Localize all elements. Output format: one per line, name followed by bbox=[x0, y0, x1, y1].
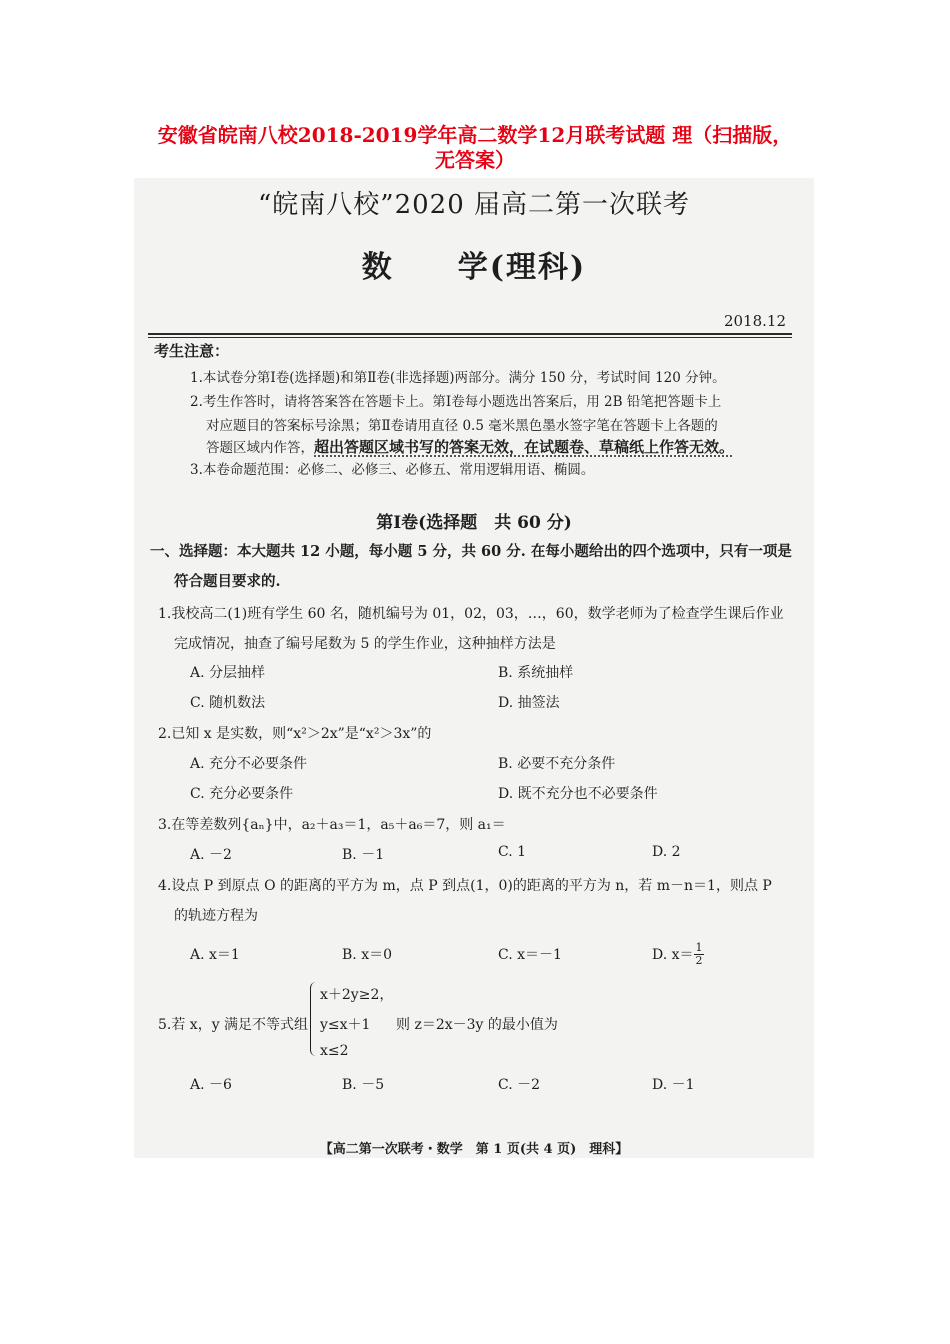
question-5-option-d: D. －1 bbox=[652, 1077, 695, 1093]
document-title-line1: 安徽省皖南八校2018-2019学年高二数学12月联考试题 理（扫描版， bbox=[157, 123, 793, 147]
question-4-option-d: D. x＝ bbox=[652, 947, 694, 963]
scanned-exam-page bbox=[134, 178, 814, 1158]
header-rule bbox=[148, 333, 792, 335]
question-2-option-d: D. 既不充分也不必要条件 bbox=[498, 786, 658, 802]
question-5-option-a: A. －6 bbox=[190, 1077, 232, 1093]
notice-item-2-line3 bbox=[206, 436, 734, 457]
notice-emphasis: 超出答题区域书写的答案无效，在试题卷、草稿纸上作答无效。 bbox=[314, 438, 735, 456]
question-3-option-d: D. 2 bbox=[652, 844, 681, 860]
question-1-option-d: D. 抽签法 bbox=[498, 695, 560, 711]
question-4-option-b: B. x＝0 bbox=[342, 947, 392, 963]
question-4-line2: 的轨迹方程为 bbox=[174, 908, 258, 924]
question-3-option-c: C. 1 bbox=[498, 844, 527, 860]
document-title-line2: 无答案） bbox=[435, 148, 515, 172]
notice-item-2-line1: 2.考生作答时，请将答案答在答题卡上。第Ⅰ卷每小题选出答案后，用 2B 铅笔把答题卡上 bbox=[190, 394, 722, 410]
subject-title: 数 学(理科) bbox=[361, 250, 587, 285]
system-brace bbox=[310, 982, 318, 1056]
exam-header: “皖南八校”2020 届高二第一次联考 bbox=[257, 190, 691, 220]
page-footer: 【高二第一次联考・数学 第 1 页(共 4 页) 理科】 bbox=[319, 1142, 629, 1157]
question-4-line1: 4.设点 P 到原点 O 的距离的平方为 m，点 P 到点(1，0)的距离的平方为 n，若 m－n＝1，则点 P bbox=[158, 878, 772, 894]
question-2-option-a: A. 充分不必要条件 bbox=[190, 756, 308, 772]
notice-heading: 考生注意： bbox=[154, 342, 230, 360]
question-5-option-b: B. －5 bbox=[342, 1077, 385, 1093]
notice-item-2-line2: 对应题目的答案标号涂黑；第Ⅱ卷请用直径 0.5 毫米黑色墨水签字笔在答题卡上各题的 bbox=[206, 418, 718, 434]
question-1-line2: 完成情况，抽查了编号尾数为 5 的学生作业，这种抽样方法是 bbox=[174, 636, 556, 652]
question-5-prefix: 5.若 x，y 满足不等式组 bbox=[158, 1017, 309, 1033]
question-5-constraint-1: x＋2y≥2， bbox=[320, 987, 394, 1003]
question-5-constraint-2: y≤x＋1 bbox=[320, 1017, 371, 1033]
notice-item-2-line3-prefix: 答题区域内作答， bbox=[206, 440, 314, 456]
question-3-option-b: B. －1 bbox=[342, 847, 385, 863]
question-5-option-c: C. －2 bbox=[498, 1077, 541, 1093]
notice-item-3: 3.本卷命题范围：必修二、必修三、必修五、常用逻辑用语、椭圆。 bbox=[190, 462, 595, 478]
fraction-denominator: 2 bbox=[695, 954, 703, 967]
question-2-stem: 2.已知 x 是实数，则“x²＞2x”是“x²＞3x”的 bbox=[158, 726, 432, 742]
question-3-stem: 3.在等差数列{aₙ}中，a₂＋a₃＝1，a₅＋a₆＝7，则 a₁＝ bbox=[158, 817, 506, 833]
document-title bbox=[60, 123, 890, 173]
question-1-line1: 1.我校高二(1)班有学生 60 名，随机编号为 01，02，03，…，60，数学老师为了检查学生课后作业 bbox=[158, 606, 784, 622]
question-4-option-d-fraction bbox=[694, 942, 704, 967]
section-title: 第Ⅰ卷(选择题 共 60 分) bbox=[376, 513, 572, 533]
question-1-option-c: C. 随机数法 bbox=[190, 695, 266, 711]
question-1-option-b: B. 系统抽样 bbox=[498, 665, 574, 681]
question-5-suffix: 则 z＝2x－3y 的最小值为 bbox=[396, 1017, 558, 1033]
header-rule-thin bbox=[148, 337, 792, 338]
exam-date: 2018.12 bbox=[723, 312, 786, 330]
section-description-line2: 符合题目要求的. bbox=[174, 573, 281, 590]
question-5-constraint-3: x≤2 bbox=[320, 1043, 349, 1059]
question-4-option-c: C. x＝－1 bbox=[498, 947, 562, 963]
fraction-numerator: 1 bbox=[695, 941, 703, 954]
section-description-line1: 一、选择题：本大题共 12 小题，每小题 5 分，共 60 分. 在每小题给出的四个选项中，只有一项是 bbox=[150, 543, 792, 560]
question-3-option-a: A. －2 bbox=[190, 847, 232, 863]
notice-item-1: 1.本试卷分第Ⅰ卷(选择题)和第Ⅱ卷(非选择题)两部分。满分 150 分，考试时间 120 分钟。 bbox=[190, 370, 726, 386]
question-2-option-b: B. 必要不充分条件 bbox=[498, 756, 616, 772]
question-2-option-c: C. 充分必要条件 bbox=[190, 786, 294, 802]
question-4-option-a: A. x＝1 bbox=[190, 947, 240, 963]
question-1-option-a: A. 分层抽样 bbox=[190, 665, 266, 681]
